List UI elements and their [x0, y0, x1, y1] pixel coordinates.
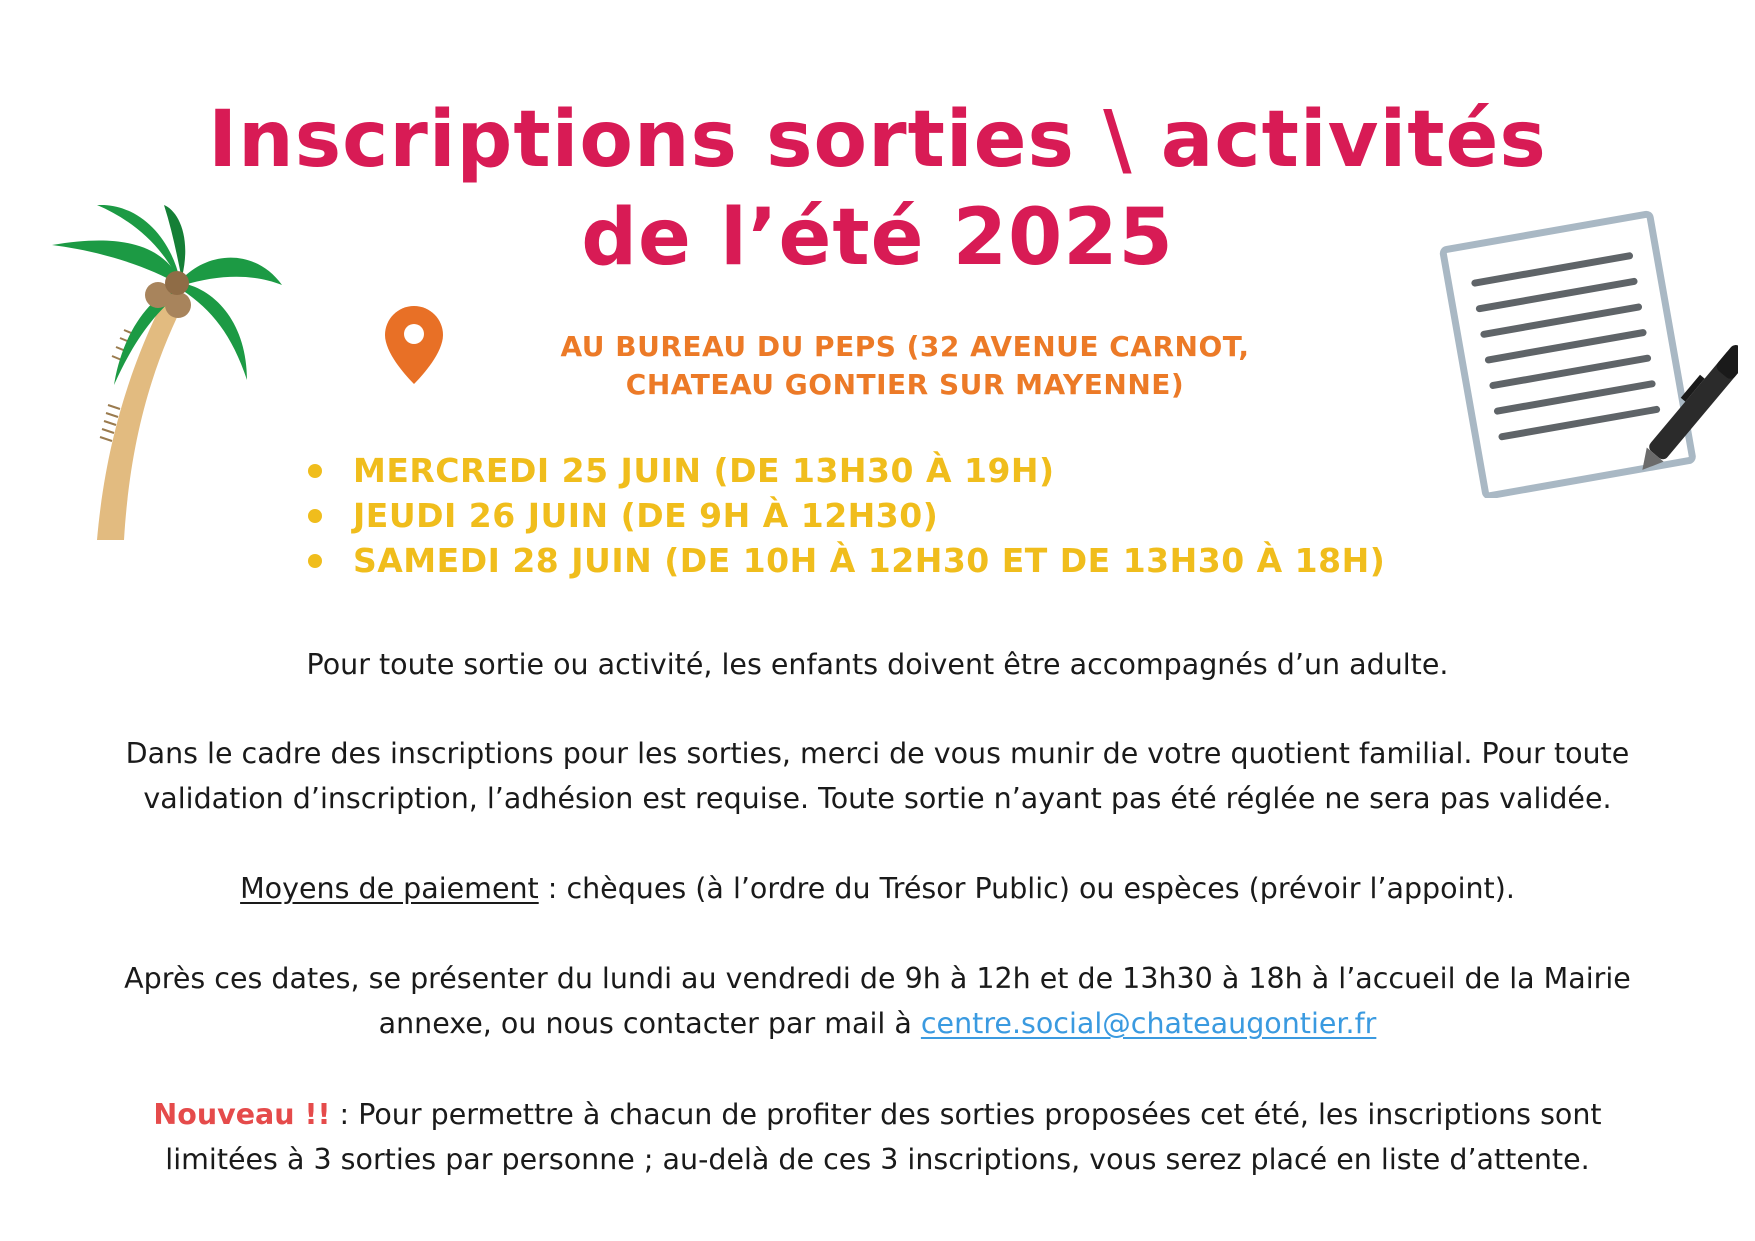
paragraph-new: Nouveau !! : Pour permettre à chacun de profiter des sorties proposées cet été, les inscriptions sont limitées à 3 sorties par personne ; au-delà de ces 3 inscriptions, vous serez placé en liste d’attente. [153, 1098, 1602, 1176]
date-item: MERCREDI 25 JUIN (DE 13H30 À 19H) [298, 448, 1385, 493]
email-link[interactable]: centre.social@chateaugontier.fr [920, 1007, 1377, 1040]
address-line2: CHATEAU GONTIER SUR MAYENNE) [625, 368, 1185, 401]
paragraph-payment: Moyens de paiement : chèques (à l’ordre du Trésor Public) ou espèces (prévoir l’appoint). [240, 872, 1515, 905]
date-item: SAMEDI 28 JUIN (DE 10H À 12H30 ET DE 13H30 À 18H) [298, 538, 1385, 583]
bullet-icon [308, 464, 322, 478]
page-title-line1: Inscriptions sorties \ activités [208, 95, 1547, 185]
new-label: Nouveau !! [153, 1098, 331, 1131]
payment-label: Moyens de paiement [240, 872, 539, 905]
bullet-icon [308, 509, 322, 523]
dates-list [298, 448, 1385, 583]
address [455, 328, 1355, 404]
location-pin-icon [385, 306, 443, 384]
paragraph-registration: Dans le cadre des inscriptions pour les sorties, merci de vous munir de votre quotient familial. Pour toute validation d’inscription, l’adhésion est requise. Toute sortie n’ayant pas été réglée ne sera pas validée. [125, 737, 1630, 815]
palm-tree-icon [52, 205, 322, 540]
bullet-icon [308, 554, 322, 568]
date-item: JEUDI 26 JUIN (DE 9H À 12H30) [298, 493, 1385, 538]
address-line1: AU BUREAU DU PEPS (32 AVENUE CARNOT, [560, 330, 1250, 363]
paragraph-contact: Après ces dates, se présenter du lundi au vendredi de 9h à 12h et de 13h30 à 18h à l’accueil de la Mairie annexe, ou nous contacter par mail à centre.social@chateaugontier.fr [124, 962, 1631, 1040]
page-title-line2: de l’été 2025 [581, 193, 1174, 283]
paragraph-accompaniment: Pour toute sortie ou activité, les enfants doivent être accompagnés d’un adulte. [306, 648, 1449, 681]
document-pen-icon [1438, 198, 1738, 498]
